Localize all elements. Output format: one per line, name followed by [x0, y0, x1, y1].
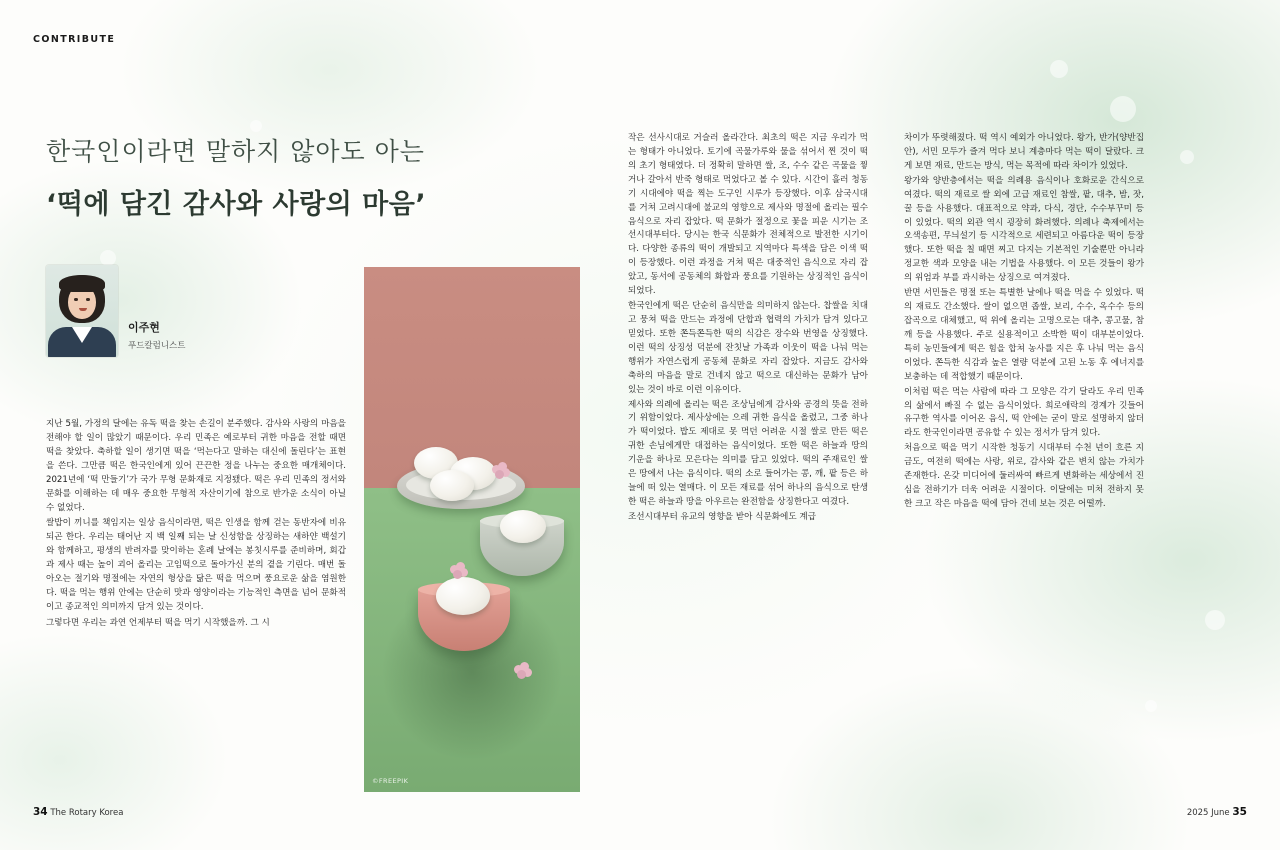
paragraph: 이처럼 떡은 먹는 사람에 따라 그 모양은 각기 달라도 우리 민족의 삶에서 빠질 수 없는 음식이었다. 희로애락의 경계가 깃들어 유구한 역사를 이어온 음식, 떡 안에는 굳이 말로 설명하지 않더라도 한국인이라면 공유할 수 있는 정서가 담겨 있다.: [904, 386, 1144, 439]
title-line-1: 한국인이라면 말하지 않아도 아는: [46, 137, 425, 166]
section-label: CONTRIBUTE: [33, 34, 116, 45]
avatar-fringe: [59, 275, 105, 292]
paragraph: 그렇다면 우리는 과연 언제부터 떡을 먹기 시작했을까. 그 시: [46, 617, 270, 628]
avatar-eye-right: [86, 298, 90, 301]
paragraph: 반면 서민들은 명절 또는 특별한 날에나 떡을 먹을 수 있었다. 떡의 재료도 간소했다. 쌀이 없으면 좁쌀, 보리, 수수, 옥수수 등의 잡곡으로 대체했고, 떡 위에 올리는 고명으로는 대추, 콩고물, 참깨 등을 사용했다. 주로 실용적이고 소박한 떡이 대부분이었다. 특히 농민들에게 떡은 힘을 합쳐 농사를 지은 후 나눠 먹는 음식이었다. 쫀득한 식감과 높은 열량 덕분에 고된 노동 후 에너지를 보충하는 데 적합했기 때문이다.: [904, 288, 1144, 382]
photo-blossom: [492, 462, 510, 478]
footer-right: [1187, 806, 1247, 818]
photo-blossom: [514, 662, 532, 678]
paragraph: 지난 5월, 가정의 달에는 유독 떡을 찾는 손길이 분주했다. 감사와 사랑의 마음을 전해야 할 일이 많았기 때문이다. 우리 민족은 예로부터 귀한 마음을 전할 때면 떡을 찾았다. 축하할 일이 생기면 떡을 ‘먹는다고 말하는 대신에 돌린다’는 표현을 쓴다. 그만큼 떡은 한국인에게 있어 끈끈한 정을 나누는 중요한 매개체이다. 2021년에 ‘떡 만들기’가 국가 무형 문화재로 지정됐다. 떡은 우리 민족의 정서와 문화를 이해하는 데 매우 중요한 무형적 자산이기에 참으로 반가운 소식이 아닐 수 없었다.: [46, 419, 346, 513]
page-title: [46, 132, 526, 221]
article-photo: [364, 267, 580, 792]
body-column-3: [904, 132, 1144, 513]
paragraph: 제사와 의례에 올리는 떡은 조상님에게 감사와 공경의 뜻을 전하기 위함이었다. 제사상에는 으레 귀한 음식을 올렸고, 그중 하나가 떡이었다. 밥도 제대로 못 먹던 어려운 시절 쌀로 만든 떡은 귀한 손님에게만 대접하는 음식이었다. 또한 떡은 하늘과 땅의 기운을 하나로 모은다는 의미를 담고 있었다. 떡의 주재료인 쌀은 땅에서 나는 음식이다. 떡의 소로 들어가는 콩, 깨, 팥 등은 하늘에 떠 있는 열매다. 이 모든 재료를 섞어 하나의 음식으로 탄생한 떡은 하늘과 땅을 아우르는 완전함을 상징한다고 여겼다.: [628, 399, 868, 507]
footer-left: [33, 806, 123, 818]
title-line-2: ‘떡에 담긴 감사와 사랑의 마음’: [46, 189, 427, 220]
paragraph: 쌀밥이 끼니를 책임지는 일상 음식이라면, 떡은 인생을 함께 걷는 동반자에 비유되곤 한다. 우리는 태어난 지 백 일째 되는 날 신성함을 상징하는 새하얀 백설기와 함께하고, 평생의 반려자를 맞이하는 혼례 날에는 봉칫시루를 준비하며, 회갑과 제사 때는 높이 괴어 올리는 고임떡으로 돌아가신 분의 곁을 기린다. 매번 돌아오는 절기와 명절에는 자연의 형상을 닮은 떡을 먹으며 풍요로운 삶을 염원한다. 떡을 먹는 행위 안에는 단순히 맛과 영양이라는 기능적인 측면을 넘어 문화적이고 종교적인 의미까지 담겨 있는 것이다.: [46, 518, 346, 612]
photo-tteok: [500, 510, 546, 543]
page-number-right: 35: [1232, 806, 1247, 818]
paragraph: 작은 선사시대로 거슬러 올라간다. 최초의 떡은 지금 우리가 먹는 형태가 아니었다. 토기에 곡물가루와 물을 섞어서 찐 것이 떡의 초기 형태였다. 더 정확히 말하면 쌀, 조, 수수 같은 곡물을 찧거나 갈아서 반죽 형태로 먹었다고 볼 수 있다. 시간이 흘러 청동기 시대에야 떡을 찍는 도구인 시루가 등장했다. 이후 삼국시대를 거쳐 고려시대에 불교의 영향으로 제사와 명절에 올리는 필수 음식으로 자리 잡았다. 떡 문화가 절정으로 꽃을 피운 시기는 조선시대부터다. 당시는 한국 식문화가 전체적으로 발전한 시기이다. 다양한 종류의 떡이 개발되고 지역마다 특색을 담은 이색 떡이 등장했다. 이런 과정을 거쳐 떡은 대중적인 음식으로 자리 잡았고, 동서에 공동체의 화합과 풍요를 기원하는 상징적인 음식이 되었다.: [628, 133, 868, 297]
photo-credit: ©FREEPIK: [372, 777, 409, 785]
paragraph: 조선시대부터 유교의 영향을 받아 식문화에도 계급: [628, 511, 816, 522]
photo-tteok: [430, 470, 474, 501]
body-column-1: [46, 418, 346, 633]
paragraph: 차이가 뚜렷해졌다. 떡 역시 예외가 아니었다. 왕가, 반가(양반집안), 서민 모두가 즐겨 먹다 보니 계층마다 먹는 떡이 달랐다. 크게 보면 재료, 만드는 방식, 먹는 목적에 따라 차이가 있었다.: [904, 133, 1144, 171]
avatar-eye-left: [74, 298, 78, 301]
photo-tteok: [436, 577, 490, 615]
page-number-left: 34: [33, 806, 48, 818]
author-text: [128, 319, 185, 357]
paragraph: 왕가와 양반층에서는 떡을 의례용 음식이나 호화로운 간식으로 여겼다. 떡의 재료로 쌀 외에 고급 재료인 참쌀, 팥, 대추, 밤, 잣, 꿀 등을 사용했다. 대표적으로 약과, 다식, 경단, 수수부꾸미 등이 있었다. 떡의 외관 역시 굉장히 화려했다. 의례나 축제에서는 오색송편, 무늬설기 등 시각적으로 세련되고 아름다운 떡이 등장했다. 또한 떡을 칠 때면 찌고 다지는 기본적인 기술뿐만 아니라 정교한 색과 모양을 내는 기법을 사용했다. 이 모든 것들이 왕가의 위엄과 부를 과시하는 상징으로 여겨졌다.: [904, 175, 1144, 284]
photo-blossom: [450, 562, 468, 578]
body-column-2: [628, 132, 868, 526]
author-name: 이주현: [128, 321, 160, 334]
photo-backdrop: [364, 267, 580, 488]
paragraph: 한국인에게 떡은 단순히 음식만을 의미하지 않는다. 찹쌀을 치대고 뭉쳐 떡을 만드는 과정에 단합과 협력의 가치가 담겨 있다고 믿었다. 또한 쫀득쫀득한 떡의 식감은 장수와 번영을 상징했다. 이런 떡의 상징성 덕분에 잔칫날 가족과 이웃이 떡을 나눠 먹는 행위가 자연스럽게 공동체 문화로 자리 잡았다. 지금도 감사와 축하의 마음을 말로 건네지 않고 떡으로 대신하는 문화가 남아 있는 것이 바로 이런 이유이다.: [628, 301, 868, 395]
author-role: 푸드칼럼니스트: [128, 341, 186, 351]
avatar: [46, 265, 118, 357]
author-block: [46, 265, 185, 357]
paragraph: 처음으로 떡을 먹기 시작한 청동기 시대부터 수천 년이 흐른 지금도, 여전히 떡에는 사랑, 위로, 감사와 같은 변치 않는 가치가 존재한다. 온갖 미디어에 둘러싸여 빠르게 변화하는 세상에서 진심을 전하기가 더욱 어려운 시절이다. 이달에는 미처 전하지 못한 크고 작은 마음을 떡에 담아 건네 보는 것은 어떨까.: [904, 443, 1144, 509]
publication-name: The Rotary Korea: [50, 808, 124, 818]
issue-date: 2025 June: [1186, 808, 1230, 818]
